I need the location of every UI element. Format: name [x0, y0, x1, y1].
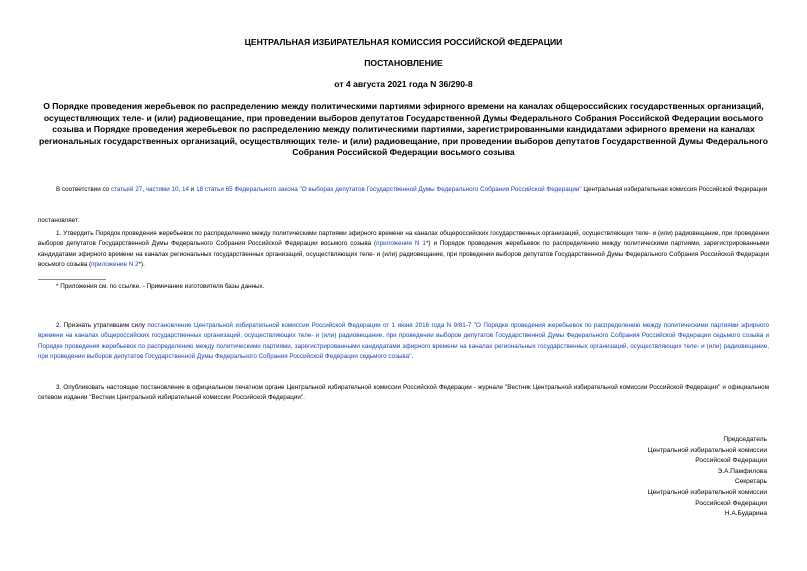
item-2-prefix: 2. Признать утратившим силу [56, 322, 148, 329]
item-2-paragraph [38, 321, 769, 362]
link-repealed-resolution[interactable]: постановление Центральной избирательной комиссии Российской Федерации от 1 июня 2016 года N 9/81-7 "О Порядке проведения жеребьевок по распределению между политическими партиями эфирного времени на каналах общероссийских государственных организаций, осуществляющих теле- и (или) радиовещание, при проведении выборов депутатов Государственной Думы Федерального Собрания Российской Федерации седьмого созыва и Порядке проведения жеребьевок по распределению между политическими партиями, зарегистрированными кандидатами эфирного времени на каналах региональных государственных организаций, осуществляющих теле- и (или) радиовещание, при проведении выборов депутатов Государственной Думы Федерального Собрания Российской Федерации седьмого созыва" [38, 322, 769, 360]
preamble-sep3: и [189, 186, 197, 193]
signature-line: Российской Федерации [695, 499, 767, 507]
preamble-sep2: , [178, 186, 183, 193]
signature-line: Н.А.Бударина [724, 510, 767, 518]
signature-line: Центральной избирательной комиссии [647, 446, 767, 454]
item-3-paragraph: 3. Опубликовать настоящее постановление в официальном печатном органе Центральной избирательной комиссии Российской Федерации - журнале "Вестник Центральной избирательной комиссии Российской Федерации" и официальном сетевом издании "Вестник Центральной избирательной комиссии Российской Федерации". [38, 384, 769, 402]
document-title: О Порядке проведения жеребьевок по распределению между политическими партиями эфирного времени на каналах общероссийских государственных организаций, осуществляющих теле- и (или) радиовещание, при проведении выборов депутатов Государственной Думы Федерального Собрания Российской Федерации восьмого созыва и Порядке проведения жеребьевок по распределению между политическими партиями, зарегистрированными кандидатами эфирного времени на каналах региональных государственных организаций, осуществляющих теле- и (или) радиовещание, при проведении выборов депутатов Государственной Думы Федерального Собрания Российской Федерации восьмого созыва [39, 101, 768, 157]
issuing-organization: ЦЕНТРАЛЬНАЯ ИЗБИРАТЕЛЬНАЯ КОМИССИЯ РОССИЙСКОЙ ФЕДЕРАЦИИ [244, 37, 563, 47]
link-part-14[interactable]: 14 [182, 186, 190, 193]
item-1-text-b: *) и Порядок проведения жеребьевок по распределению между политическими партиями, зарегистрированными кандидатами эфирного времени на каналах региональных государственных организаций, осуществляющих теле- и (или) радиовещание, при проведении выборов депутатов Государственной Думы Федерального Собрания Российской Федерации восьмого созыва ( [38, 240, 769, 268]
signature-line: Э.А.Памфилова [717, 467, 767, 475]
link-parts-10[interactable]: частями 10 [145, 186, 179, 193]
link-appendix-1[interactable]: приложение N 1 [376, 240, 426, 248]
resolves-label: постановляет: [38, 217, 80, 224]
footnote: * Приложения см. по ссылке. - Примечание изготовителя базы данных. [56, 283, 265, 290]
signature-line: Председатель [723, 436, 767, 443]
footnote-divider [38, 279, 106, 280]
preamble-sep1: , [142, 186, 146, 193]
item-1-text-a: 1. Утвердить Порядок проведения жеребьевок по распределению между политическими партиями эфирного времени на каналах общероссийских государственных организаций, осуществляющих теле- и (или) радиовещание, при проведении выборов депутатов Государственной Думы Федерального Собрания Российской Федерации восьмого созыва ( [38, 230, 769, 248]
signature-block [567, 435, 767, 520]
item-1-text-c: *). [138, 260, 145, 268]
preamble-suffix: Центральная избирательная комиссия Российской Федерации [581, 186, 768, 193]
document-type: ПОСТАНОВЛЕНИЕ [364, 58, 443, 68]
signature-line: Центральной избирательной комиссии [647, 488, 767, 496]
link-appendix-2[interactable]: приложение N 2 [91, 260, 139, 268]
link-article-27[interactable]: статьей 27 [110, 186, 143, 193]
preamble-paragraph [38, 185, 769, 195]
link-federal-law[interactable]: 18 статьи 65 Федерального закона "О выборах депутатов Государственной Думы Федерального Собрания Российской Федерации" [196, 186, 582, 193]
signature-line: Секретарь [734, 478, 767, 486]
signature-line: Российской Федерации [695, 457, 767, 465]
item-1-paragraph [38, 229, 769, 270]
preamble-prefix: В соответствии со [56, 186, 111, 193]
document-date-number: от 4 августа 2021 года N 36/290-8 [334, 79, 473, 89]
item-2-suffix: . [411, 352, 414, 360]
